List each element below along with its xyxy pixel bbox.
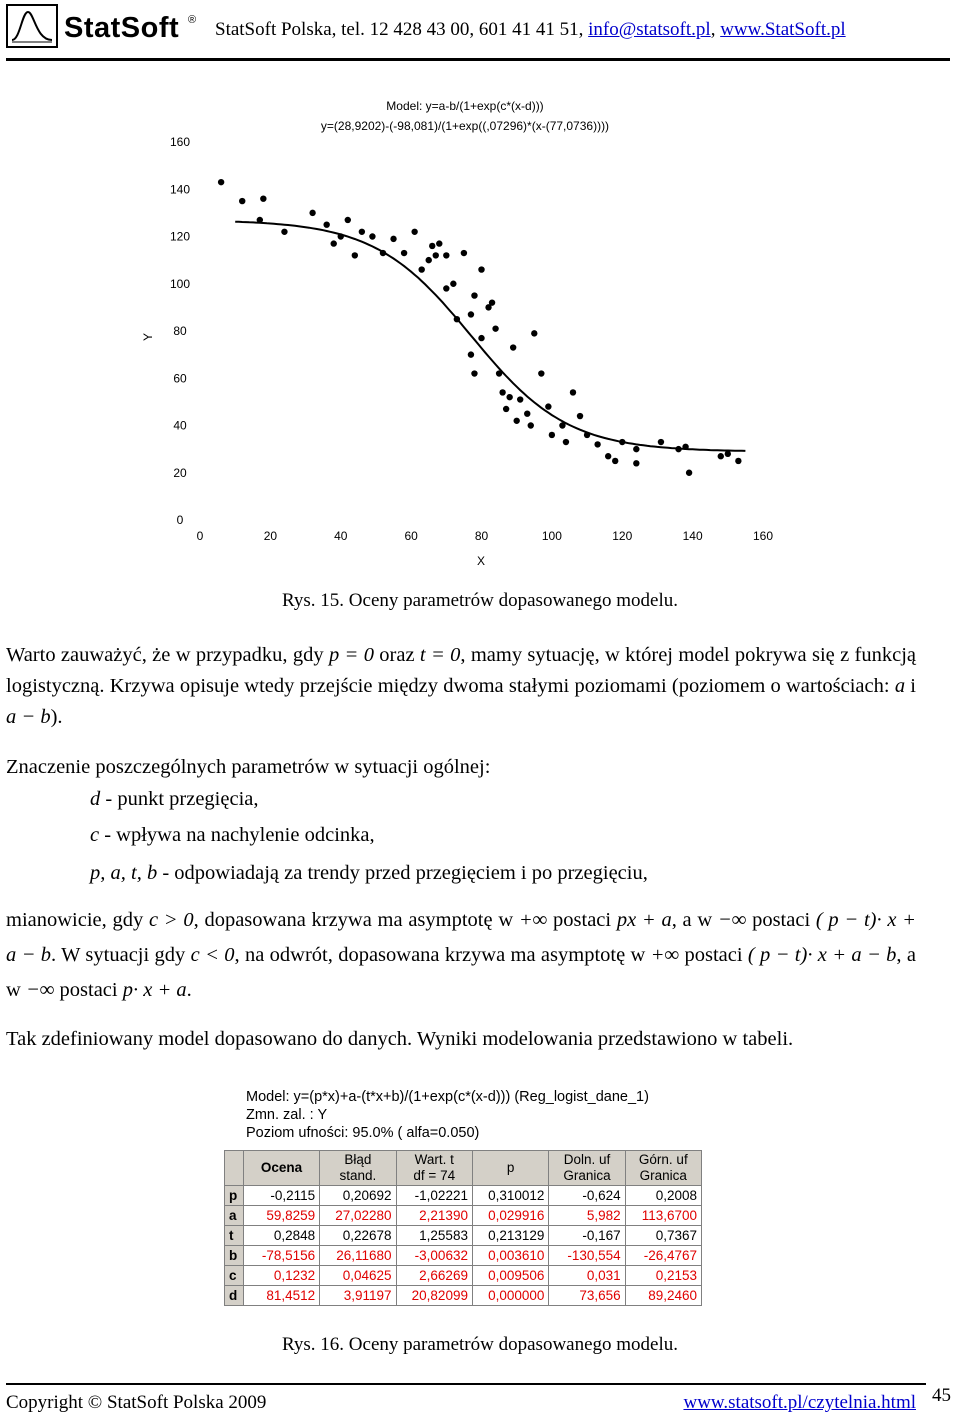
table-cell: 0,7367 (625, 1226, 701, 1246)
chart-svg (140, 92, 790, 577)
x-tick-label: 60 (404, 529, 418, 543)
header-gorn-text: Górn. uf Granica (638, 1152, 688, 1183)
y-tick-label: 120 (169, 229, 191, 244)
data-point (450, 281, 456, 287)
x-tick-labels (197, 529, 774, 543)
data-point (633, 446, 639, 452)
data-point (496, 370, 502, 376)
table-cell: 89,2460 (625, 1286, 701, 1306)
table-cell: 0,003610 (472, 1246, 548, 1266)
data-point (426, 257, 432, 263)
table-cell: 26,11680 (320, 1246, 396, 1266)
data-point (260, 196, 266, 202)
x-tick-label: 120 (612, 529, 633, 543)
data-point (517, 396, 523, 402)
data-point (461, 250, 467, 256)
data-point (323, 221, 329, 227)
table-cell: 1,25583 (396, 1226, 472, 1246)
row-header-cell: c (225, 1266, 244, 1286)
p1-text-b: oraz (373, 644, 420, 666)
data-point (503, 406, 509, 412)
header-p: p (472, 1151, 548, 1186)
table-cell: 0,2008 (625, 1186, 701, 1206)
statsoft-logo-icon (6, 4, 58, 48)
table-cell: 0,029916 (472, 1206, 548, 1226)
data-point (506, 394, 512, 400)
y-tick-label: 60 (173, 371, 187, 386)
table-header-row (225, 1151, 702, 1186)
email-link[interactable]: info@statsoft.pl (588, 19, 711, 40)
chart-subtitle: y=(28,9202)-(-98,081)/(1+exp((,07296)*(x-(77,0736)))) (320, 119, 610, 133)
page-header (0, 0, 960, 64)
data-point (468, 311, 474, 317)
math-px-plus-a: px + a (616, 909, 672, 931)
header-ocena: Ocena (243, 1151, 319, 1186)
data-point (471, 370, 477, 376)
data-point (443, 252, 449, 258)
p3-h: postaci (679, 944, 748, 966)
data-points (218, 179, 742, 476)
y-tick-label: 140 (169, 182, 191, 197)
data-point (549, 432, 555, 438)
p1-text-d: i (905, 675, 916, 697)
y-tick-label: 80 (173, 324, 187, 338)
logistic-model-chart (140, 92, 790, 577)
header-divider (6, 58, 950, 61)
data-point (443, 285, 449, 291)
definition-c (90, 824, 375, 847)
y-tick-labels (170, 135, 190, 527)
definition-patb-text: - odpowiadają za trendy przed przegięciem i po przegięciu, (157, 862, 648, 884)
data-point (545, 403, 551, 409)
math-asymptote-2: ( p − t)· x + a − b (747, 944, 897, 966)
row-header-cell: a (225, 1206, 244, 1226)
table-cell: 27,02280 (320, 1206, 396, 1226)
math-plus-inf-2: +∞ (650, 944, 680, 966)
symbol-c: c (90, 824, 100, 846)
x-tick-label: 40 (334, 529, 348, 543)
data-point (594, 441, 600, 447)
data-point (218, 179, 224, 185)
math-p-eq-0: p = 0 (328, 644, 374, 666)
data-point (468, 351, 474, 357)
table-cell: 59,8259 (243, 1206, 319, 1226)
row-header-cell: p (225, 1186, 244, 1206)
x-tick-label: 80 (474, 529, 489, 543)
p3-j: postaci (54, 979, 123, 1001)
p1-text-a: Warto zauważyć, że w przypadku, gdy (6, 644, 329, 666)
table-cell: -78,5156 (243, 1246, 319, 1266)
data-point (380, 250, 386, 256)
header-doln-text: Doln. uf Granica (563, 1152, 611, 1183)
table-title-line-3: Poziom ufności: 95.0% ( alfa=0.050) (246, 1125, 480, 1141)
copyright-text: Copyright © StatSoft Polska 2009 (6, 1392, 267, 1413)
y-tick-label: 0 (176, 513, 184, 527)
y-axis-label: Y (141, 332, 155, 342)
header-gorn (625, 1151, 701, 1186)
table-cell: 0,1232 (243, 1266, 319, 1286)
data-point (528, 422, 534, 428)
math-c-gt-0: c > 0 (148, 909, 194, 931)
table-cell: 113,6700 (625, 1206, 701, 1226)
math-minus-inf-1: −∞ (717, 909, 747, 931)
row-header-cell: b (225, 1246, 244, 1266)
results-table-figure (224, 1088, 702, 1320)
data-point (478, 266, 484, 272)
data-point (390, 236, 396, 242)
table-body (225, 1186, 702, 1306)
x-tick-label: 160 (752, 529, 774, 543)
table-cell: 3,91197 (320, 1286, 396, 1306)
data-point (369, 233, 375, 239)
p1-text-c: , mamy sytuację, w której model pokrywa się z funkcją logistyczną. Krzywa opisuje wtedy przejście między dwoma stałymi poziomami (poziomem o wartościach: (6, 644, 917, 697)
table-cell: 0,009506 (472, 1266, 548, 1286)
header-blad (320, 1151, 396, 1186)
symbol-patb: p, a, t, b (90, 862, 158, 884)
table-title-line-1: Model: y=(p*x)+a-(t*x+b)/(1+exp(c*(x-d))) (Reg_logist_dane_1) (246, 1089, 649, 1105)
table-cell: 0,000000 (472, 1286, 548, 1306)
data-point (492, 325, 498, 331)
table-cell: 2,21390 (396, 1206, 472, 1226)
table-cell: -26,4767 (625, 1246, 701, 1266)
math-asymptote-1: ( p − t)· x + a − b (6, 909, 916, 966)
footer-url-link[interactable]: www.statsoft.pl/czytelnia.html (683, 1392, 916, 1413)
table-row (225, 1286, 702, 1306)
data-point (531, 330, 537, 336)
chart-title: Model: y=a-b/(1+exp(c*(x-d))) (386, 99, 544, 113)
table-row (225, 1226, 702, 1246)
x-tick-label: 140 (682, 529, 703, 543)
header-blad-text: Błąd stand. (339, 1152, 377, 1183)
data-point (471, 292, 477, 298)
figure-16-caption: Rys. 16. Oceny parametrów dopasowanego modelu. (281, 1334, 679, 1355)
y-tick-label: 40 (173, 418, 187, 433)
data-point (725, 451, 731, 457)
row-header-cell: d (225, 1286, 244, 1306)
definition-d (90, 788, 258, 811)
table-cell: 0,031 (549, 1266, 625, 1286)
data-point (612, 458, 618, 464)
data-point (345, 217, 351, 223)
table-cell: 0,2153 (625, 1266, 701, 1286)
data-point (401, 250, 407, 256)
p3-f: . W sytuacji gdy (51, 944, 191, 966)
data-point (513, 418, 519, 424)
p1-text-e: ). (50, 706, 63, 728)
table-cell: 81,4512 (243, 1286, 319, 1306)
data-point (411, 229, 417, 235)
math-a: a (894, 675, 906, 697)
p3-e: postaci (746, 909, 816, 931)
data-point (309, 210, 315, 216)
data-point (686, 470, 692, 476)
statsoft-logo (6, 4, 196, 50)
p3-i: , a w (6, 944, 916, 1001)
math-plus-inf-1: +∞ (518, 909, 548, 931)
model-curve (235, 222, 745, 451)
corner-header-cell (225, 1151, 244, 1186)
data-point (338, 233, 344, 239)
data-point (418, 266, 424, 272)
data-point (331, 240, 337, 246)
data-point (239, 198, 245, 204)
x-tick-label: 100 (541, 529, 562, 543)
definition-c-text: - wpływa na nachylenie odcinka, (99, 824, 375, 846)
figure-15-caption: Rys. 15. Oceny parametrów dopasowanego modelu. (281, 590, 679, 611)
table-row (225, 1186, 702, 1206)
data-point (359, 229, 365, 235)
table-cell: -0,624 (549, 1186, 625, 1206)
logo-text: StatSoft (64, 12, 180, 44)
data-point (605, 453, 611, 459)
data-point (682, 444, 688, 450)
x-axis-label: X (476, 554, 486, 568)
table-cell: 0,310012 (472, 1186, 548, 1206)
paragraph-asymptotes (6, 903, 916, 1008)
logo-registered-mark: ® (188, 14, 197, 26)
table-cell: 2,66269 (396, 1266, 472, 1286)
paragraph-results-intro: Tak zdefiniowany model dopasowano do danych. Wyniki modelowania przedstawiono w tabeli. (6, 1028, 794, 1050)
table-cell: 0,04625 (320, 1266, 396, 1286)
data-point (433, 252, 439, 258)
footer-divider (6, 1383, 926, 1385)
table-cell: -0,167 (549, 1226, 625, 1246)
data-point (619, 439, 625, 445)
math-px-plus-a-2: p· x + a (122, 979, 187, 1001)
definition-patb (90, 862, 648, 885)
contact-separator: , (710, 19, 721, 40)
table-cell: -0,2115 (243, 1186, 319, 1206)
data-point (563, 439, 569, 445)
data-point (633, 460, 639, 466)
x-tick-label: 0 (196, 529, 204, 543)
data-point (454, 316, 460, 322)
website-link[interactable]: www.StatSoft.pl (720, 19, 846, 40)
data-point (577, 413, 583, 419)
table-cell: 20,82099 (396, 1286, 472, 1306)
table-row (225, 1206, 702, 1226)
p3-d: , a w (671, 909, 718, 931)
header-wart-t-text: Wart. t df = 74 (413, 1152, 456, 1183)
data-point (675, 446, 681, 452)
math-t-eq-0: t = 0 (419, 644, 461, 666)
data-point (559, 422, 565, 428)
contact-text: StatSoft Polska, tel. 12 428 43 00, 601 41 41 51, (215, 19, 589, 40)
x-tick-label: 20 (263, 529, 278, 543)
data-point (524, 410, 530, 416)
p3-k: . (186, 979, 192, 1001)
y-tick-label: 20 (173, 465, 187, 480)
paragraph-logistic (6, 640, 916, 733)
data-point (436, 240, 442, 246)
y-tick-label: 160 (169, 135, 191, 149)
p3-b: , dopasowana krzywa ma asymptotę w (193, 909, 519, 931)
data-point (499, 389, 505, 395)
data-point (510, 344, 516, 350)
y-tick-label: 100 (169, 276, 191, 291)
data-point (429, 243, 435, 249)
data-point (570, 389, 576, 395)
data-point (257, 217, 263, 223)
header-contact (215, 19, 846, 41)
data-point (735, 458, 741, 464)
data-point (584, 432, 590, 438)
table-cell: 0,2848 (243, 1226, 319, 1246)
data-point (281, 229, 287, 235)
p3-c: postaci (547, 909, 617, 931)
paragraph-parameters-intro: Znaczenie poszczególnych parametrów w sytuacji ogólnej: (6, 756, 491, 778)
data-point (489, 299, 495, 305)
definition-d-text: - punkt przegięcia, (100, 788, 259, 810)
row-header-cell: t (225, 1226, 244, 1246)
table-row (225, 1246, 702, 1266)
table-row (225, 1266, 702, 1286)
math-minus-inf-2: −∞ (25, 979, 55, 1001)
page-number: 45 (932, 1385, 951, 1406)
results-table (224, 1150, 702, 1306)
table-cell: -130,554 (549, 1246, 625, 1266)
header-doln (549, 1151, 625, 1186)
table-cell: 5,982 (549, 1206, 625, 1226)
table-cell: -3,00632 (396, 1246, 472, 1266)
data-point (352, 252, 358, 258)
data-point (478, 335, 484, 341)
table-cell: 0,22678 (320, 1226, 396, 1246)
header-wart-t (396, 1151, 472, 1186)
data-point (658, 439, 664, 445)
table-title-line-2: Zmn. zal. : Y (246, 1107, 328, 1123)
table-cell: 0,20692 (320, 1186, 396, 1206)
table-cell: -1,02221 (396, 1186, 472, 1206)
p3-a: mianowicie, gdy (6, 909, 149, 931)
data-point (538, 370, 544, 376)
math-a-minus-b: a − b (6, 706, 51, 728)
symbol-d: d (90, 788, 101, 810)
math-c-lt-0: c < 0 (190, 944, 235, 966)
data-point (718, 453, 724, 459)
p3-g: , na odwrót, dopasowana krzywa ma asymptotę w (234, 944, 651, 966)
table-cell: 0,213129 (472, 1226, 548, 1246)
table-cell: 73,656 (549, 1286, 625, 1306)
